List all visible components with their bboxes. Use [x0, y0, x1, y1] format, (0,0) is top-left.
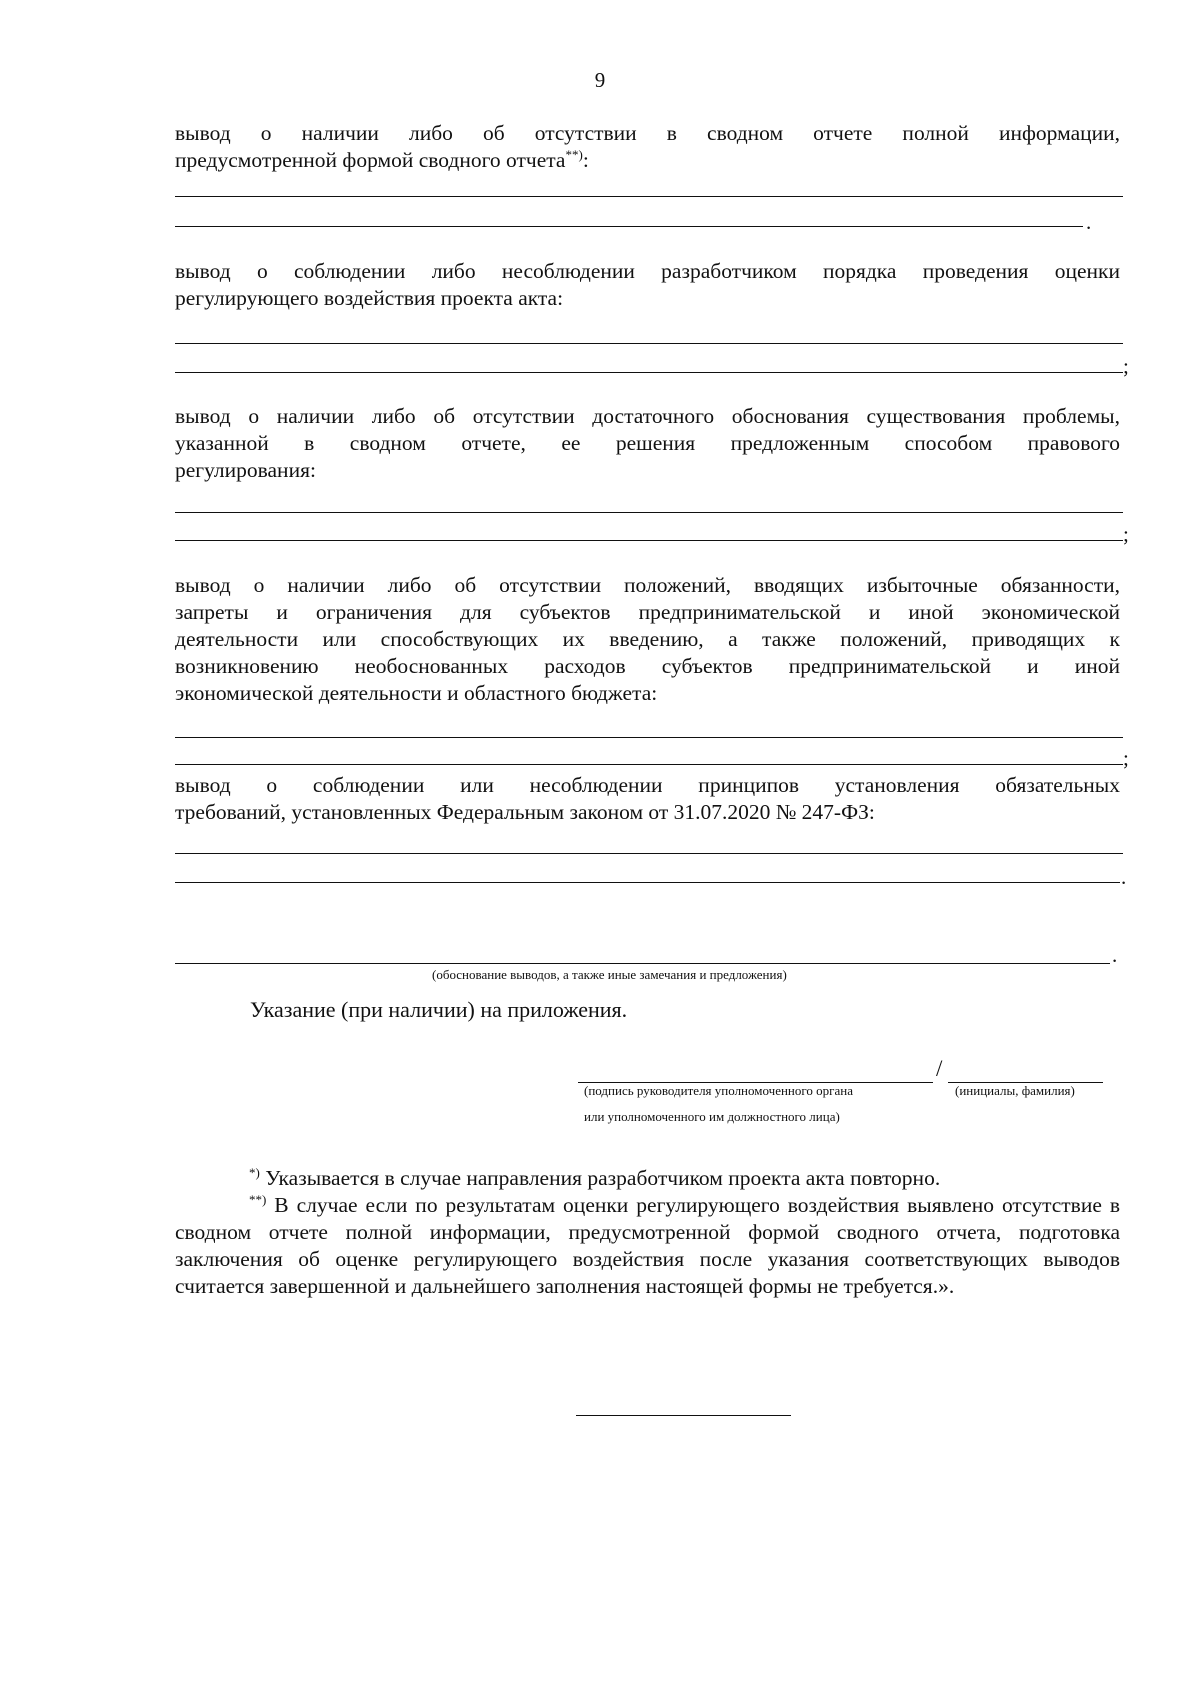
text-line: вывод о соблюдении или несоблюдении принципов установления обязательных — [175, 773, 1120, 797]
text-line: вывод о наличии либо об отсутствии достаточного обоснования существования проблемы, — [175, 404, 1120, 428]
end-mark: . — [1112, 943, 1118, 967]
answer-line[interactable] — [175, 226, 1083, 227]
footnote-mark: *) — [249, 1164, 260, 1180]
answer-line[interactable] — [175, 196, 1123, 197]
answer-line[interactable] — [175, 372, 1123, 373]
answer-line[interactable] — [175, 343, 1123, 344]
justification-line[interactable] — [175, 963, 1110, 964]
signature-slash: / — [936, 1056, 943, 1081]
justification-caption: (обоснование выводов, а также иные замечания и предложения) — [432, 967, 787, 982]
text-line: регулирующего воздействия проекта акта: — [175, 286, 564, 310]
text-line: вывод о соблюдении либо несоблюдении разработчиком порядка проведения оценки — [175, 259, 1120, 283]
footnote: *) Указывается в случае направления разработчиком проекта акта повторно. — [249, 1164, 941, 1190]
text-line: экономической деятельности и областного бюджета: — [175, 681, 658, 705]
answer-line[interactable] — [175, 737, 1123, 738]
end-mark: ; — [1123, 354, 1129, 378]
initials-caption: (инициалы, фамилия) — [955, 1083, 1075, 1098]
answer-line[interactable] — [175, 764, 1123, 765]
page-number: 9 — [594, 68, 606, 92]
end-mark: . — [1086, 210, 1092, 234]
end-mark: . — [1121, 865, 1127, 889]
text-line: вывод о наличии либо об отсутствии в сводном отчете полной информации, — [175, 121, 1120, 145]
text-line: возникновению необоснованных расходов субъектов предпринимательской и иной — [175, 654, 1120, 678]
end-mark: ; — [1123, 746, 1129, 770]
answer-line[interactable] — [175, 540, 1123, 541]
conclusion-procedure-text — [175, 258, 1120, 312]
signature-caption: (подпись руководителя уполномоченного органа — [584, 1083, 853, 1098]
answer-line[interactable] — [175, 512, 1123, 513]
text-line: требований, установленных Федеральным законом от 31.07.2020 № 247-ФЗ: — [175, 800, 875, 824]
closing-rule — [576, 1415, 791, 1416]
text-line: запреты и ограничения для субъектов предпринимательской и иной экономической — [175, 600, 1120, 624]
footnote: **) В случае если по результатам оценки регулирующего воздействия выявлено отсутствие в сводном отчете полной информации, предусмотренной формой сводного отчета, подготовка заключения об оценке регулирующего воздействия после указания соответствующих выводов считается завершенной и дальнейшего заполнения настоящей формы не требуется.». — [175, 1191, 1120, 1298]
text-line: регулирования: — [175, 458, 316, 482]
text-line: предусмотренной формой сводного отчета**): — [175, 146, 589, 172]
text-line: вывод о наличии либо об отсутствии положений, вводящих избыточные обязанности, — [175, 573, 1120, 597]
text-line: указанной в сводном отчете, ее решения предложенным способом правового — [175, 431, 1120, 455]
end-mark: ; — [1123, 522, 1129, 546]
answer-line[interactable] — [175, 853, 1123, 854]
answer-line[interactable] — [175, 882, 1120, 883]
conclusion-problem-text — [175, 403, 1120, 484]
attachments-text: Указание (при наличии) на приложения. — [250, 997, 628, 1022]
footnote-mark: **) — [249, 1191, 267, 1207]
text-line: деятельности или способствующих их введению, а также положений, приводящих к — [175, 627, 1120, 651]
conclusion-requirements-text — [175, 772, 1120, 826]
footnote-ref: **) — [565, 146, 583, 162]
signature-caption-2: или уполномоченного им должностного лица) — [584, 1109, 840, 1124]
conclusion-completeness-text — [175, 120, 1120, 174]
conclusion-obligations-text — [175, 572, 1120, 707]
